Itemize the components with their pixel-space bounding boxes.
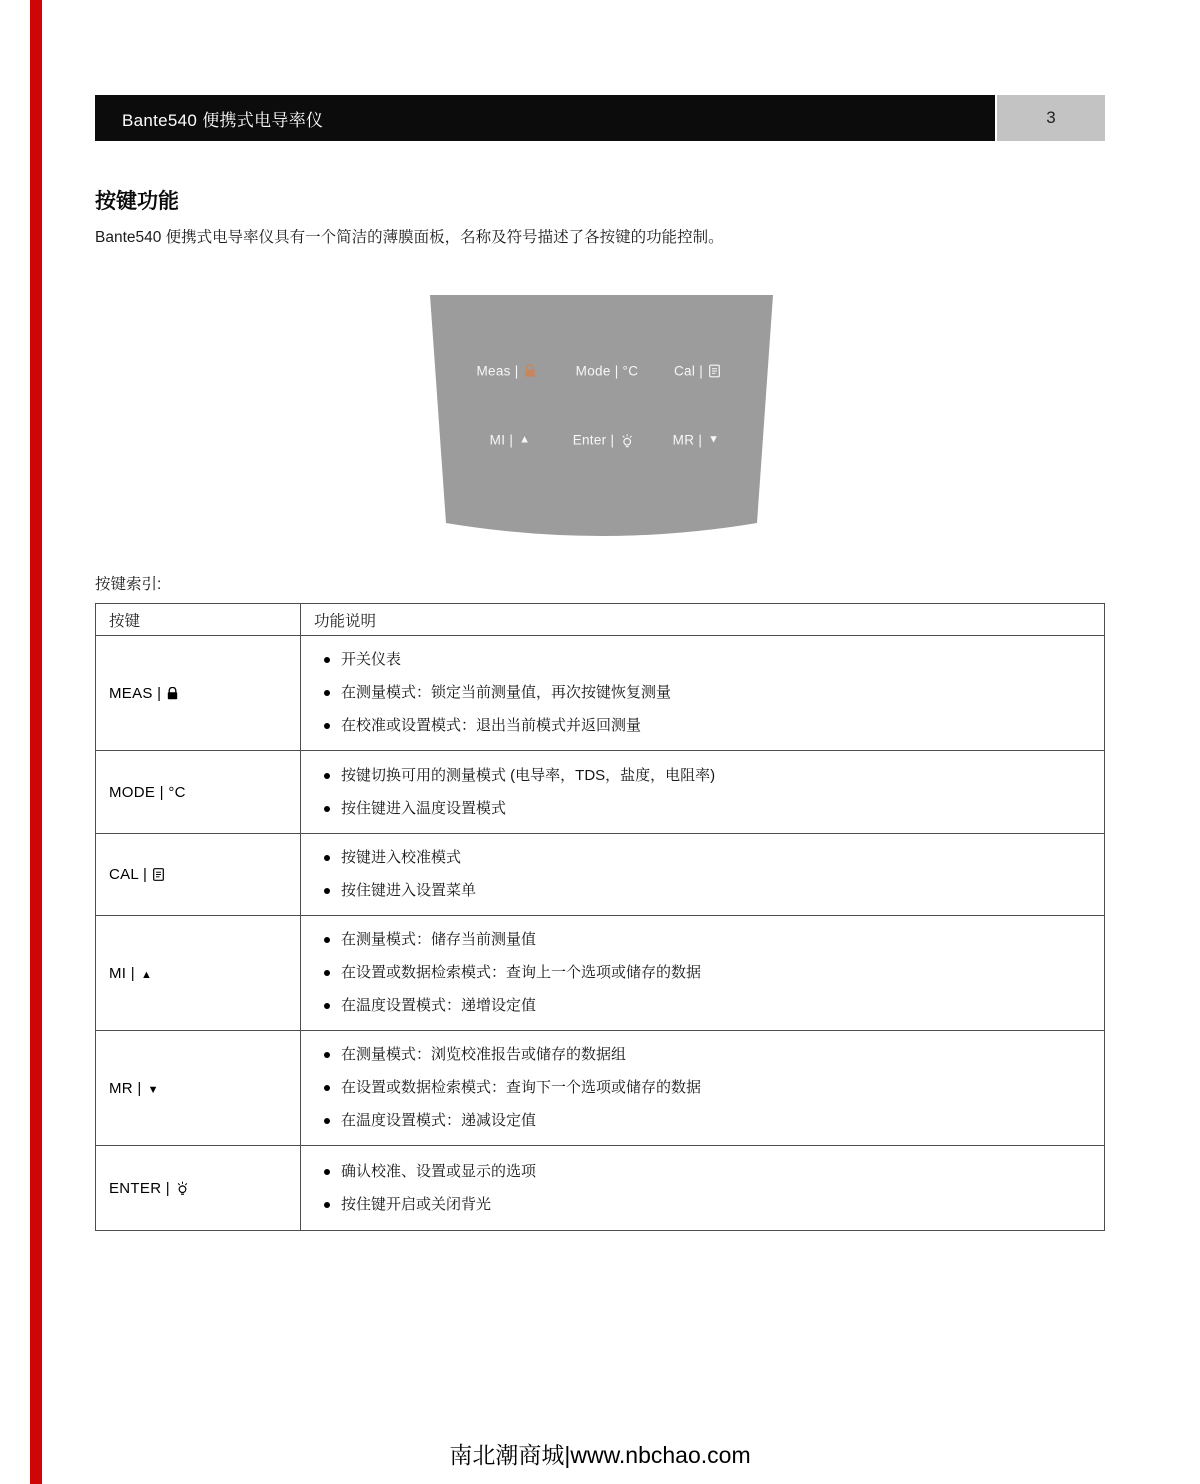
function-item: 按键切换可用的测量模式 (电导率，TDS，盐度，电阻率): [324, 766, 1103, 786]
key-cell-meas: [96, 636, 301, 751]
function-cell-cal: [301, 834, 1105, 916]
document-icon: [709, 365, 720, 378]
keypad-key-cal: [674, 364, 720, 379]
table-row-cal: [96, 834, 1105, 916]
table-row-mi: [96, 916, 1105, 1031]
triangle-down-icon: ▼: [147, 1083, 159, 1096]
bulb-icon: [176, 1181, 189, 1195]
function-cell-mi: [301, 916, 1105, 1031]
function-item: 按住键进入设置菜单: [324, 881, 1103, 901]
doc-title: Bante540 便携式电导率仪: [122, 110, 324, 130]
key-label: ENTER |: [109, 1179, 171, 1197]
lock-icon: [525, 365, 536, 378]
lock-icon: [167, 687, 178, 700]
function-cell-mr: [301, 1031, 1105, 1146]
keypad-key-mode: [576, 364, 639, 379]
keypad-key-label: MR |: [672, 432, 703, 448]
key-cell-mi: [96, 916, 301, 1031]
keypad-key-meas: [476, 364, 535, 379]
function-item: 确认校准、设置或显示的选项: [324, 1162, 1103, 1182]
keypad-key-label: Enter |: [572, 432, 615, 448]
keypad-keys: [430, 295, 773, 541]
key-cell-enter: [96, 1146, 301, 1231]
function-cell-meas: [301, 636, 1105, 751]
header-bar: [95, 95, 995, 141]
table-body: [96, 636, 1105, 1231]
keypad-key-label: Cal |: [673, 363, 704, 379]
section-heading: 按键功能: [95, 190, 179, 213]
function-item: 在测量模式：浏览校准报告或储存的数据组: [324, 1045, 1103, 1065]
document-icon: [153, 868, 164, 881]
table-row-meas: [96, 636, 1105, 751]
keypad-key-mr: [673, 433, 720, 448]
function-list: [302, 650, 1103, 736]
key-label: MI |: [109, 964, 135, 982]
footer-link[interactable]: 南北潮商城|www.nbchao.com: [449, 1442, 751, 1468]
page-number: 3: [997, 95, 1105, 141]
function-item: 在校准或设置模式：退出当前模式并返回测量: [324, 716, 1103, 736]
keypad-key-enter: [573, 433, 634, 448]
function-item: 在测量模式：储存当前测量值: [324, 930, 1103, 950]
function-list: [302, 1045, 1103, 1131]
red-accent-strip: [30, 0, 42, 1484]
bulb-icon: [620, 433, 633, 447]
function-item: 按键进入校准模式: [324, 848, 1103, 868]
function-cell-enter: [301, 1146, 1105, 1231]
column-header-function: 功能说明: [301, 604, 1105, 636]
key-cell-mode: [96, 751, 301, 834]
keypad-key-label: Meas |: [476, 363, 519, 379]
keypad-panel: [430, 295, 773, 541]
function-list: [302, 1162, 1103, 1215]
function-cell-mode: [301, 751, 1105, 834]
function-item: 在设置或数据检索模式：查询上一个选项或储存的数据: [324, 963, 1103, 983]
key-label: CAL |: [109, 866, 148, 883]
function-item: 在温度设置模式：递增设定值: [324, 996, 1103, 1016]
column-header-key: 按键: [96, 604, 301, 636]
key-cell-mr: [96, 1031, 301, 1146]
function-item: 按住键进入温度设置模式: [324, 799, 1103, 819]
table-caption: 按键索引:: [95, 576, 162, 593]
key-cell-cal: [96, 834, 301, 916]
key-label: MODE | °C: [109, 783, 186, 801]
key-label: MR |: [109, 1079, 142, 1097]
function-item: 开关仪表: [324, 650, 1103, 670]
table-row-mode: [96, 751, 1105, 834]
function-item: 在设置或数据检索模式：查询下一个选项或储存的数据: [324, 1078, 1103, 1098]
intro-paragraph: Bante540 便携式电导率仪具有一个简洁的薄膜面板，名称及符号描述了各按键的功能控制。: [95, 229, 724, 246]
key-label: MEAS |: [109, 684, 162, 702]
triangle-up-icon: ▲: [519, 433, 531, 446]
function-list: [302, 930, 1103, 1016]
key-function-table: [95, 603, 1105, 1231]
function-list: [302, 848, 1103, 901]
triangle-down-icon: ▼: [708, 433, 720, 446]
function-item: 在测量模式：锁定当前测量值，再次按键恢复测量: [324, 683, 1103, 703]
keypad-key-mi: [490, 433, 531, 448]
keypad-key-label: MI |: [489, 432, 514, 448]
keypad-key-label: Mode | °C: [575, 363, 639, 379]
table-row-enter: [96, 1146, 1105, 1231]
triangle-up-icon: ▲: [140, 968, 153, 981]
function-item: 在温度设置模式：递减设定值: [324, 1111, 1103, 1131]
function-item: 按住键开启或关闭背光: [324, 1195, 1103, 1215]
table-header-row: [96, 604, 1105, 636]
table-row-mr: [96, 1031, 1105, 1146]
function-list: [302, 766, 1103, 819]
